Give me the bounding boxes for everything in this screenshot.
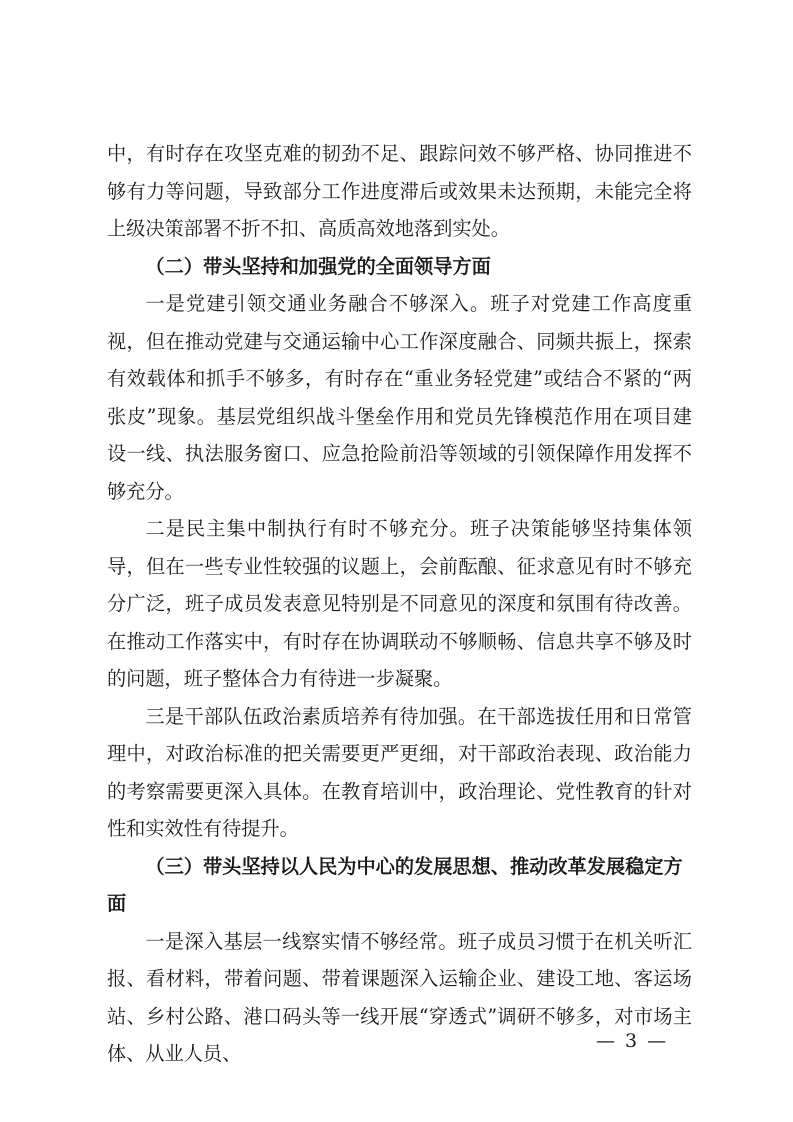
paragraph: 二是民主集中制执行有时不够充分。班子决策能够坚持集体领导，但在一些专业性较强的议题上，会前酝酿、征求意见有时不够充分广泛，班子成员发表意见特别是不同意见的深度和氛围有待改善。在推动工作落实中，有时存在协调联动不够顺畅、信息共享不够及时的问题，班子整体合力有待进一步凝聚。: [107, 517, 692, 690]
section-heading-2: （二）带头坚持和加强党的全面领导方面: [145, 254, 491, 278]
section-heading-3: （三）带头坚持以人民为中心的发展思想、推动改革发展稳定方面: [107, 854, 683, 915]
paragraph: 一是党建引领交通业务融合不够深入。班子对党建工作高度重视，但在推动党建与交通运输中心工作深度融合、同频共振上，探索有效载体和抓手不够多，有时存在“重业务轻党建”或结合不紧的“两张皮”现象。基层党组织战斗堡垒作用和党员先锋模范作用在项目建设一线、执法服务窗口、应急抢险前沿等领域的引领保障作用发挥不够充分。: [107, 292, 692, 503]
paragraph: 一是深入基层一线察实情不够经常。班子成员习惯于在机关听汇报、看材料，带着问题、带着课题深入运输企业、建设工地、客运场站、乡村公路、港口码头等一线开展“穿透式”调研不够多，对市场主体、从业人员、: [107, 929, 692, 1065]
paragraph-continued: 中，有时存在攻坚克难的韧劲不足、跟踪问效不够严格、协同推进不够有力等问题，导致部分工作进度滞后或效果未达预期，未能完全将上级决策部署不折不扣、高质高效地落到实处。: [107, 142, 692, 240]
page-number: — 3 —: [596, 1030, 669, 1052]
paragraph: 三是干部队伍政治素质培养有待加强。在干部选拔任用和日常管理中，对政治标准的把关需要更严更细，对干部政治表现、政治能力的考察需要更深入具体。在教育培训中，政治理论、党性教育的针对性和实效性有待提升。: [107, 704, 692, 840]
document-body: [107, 135, 692, 1073]
